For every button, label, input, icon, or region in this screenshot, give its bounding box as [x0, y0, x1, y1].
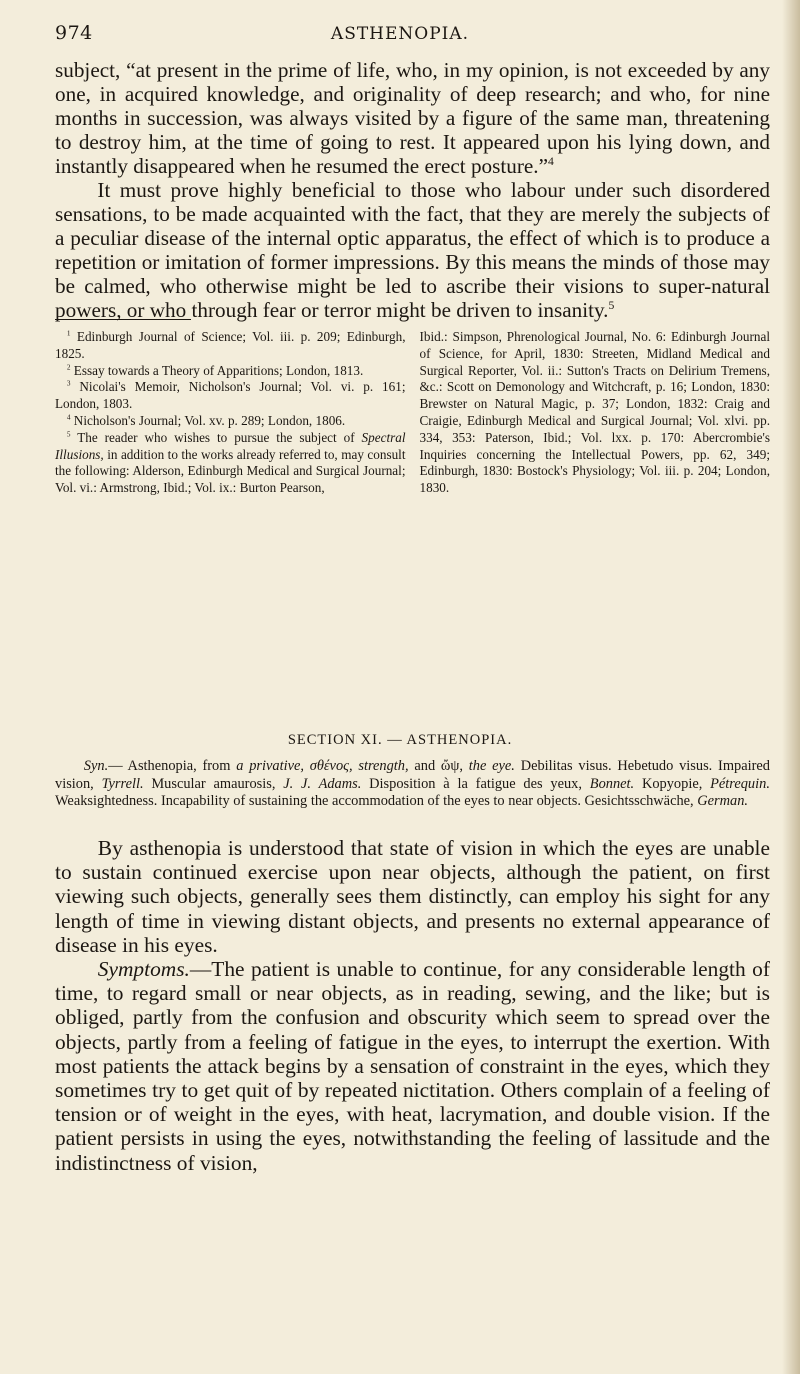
synonyms-label: Syn. — [83, 758, 109, 774]
footnote-ref-5: 5 — [608, 298, 615, 312]
symptoms-label: Symptoms. — [97, 957, 190, 982]
paragraph-quotation: subject, “at present in the prime of life, who, in my opinion, is not exceeded by any one, in acquired knowledge, and originality of deep research; and who, for nine months in succession, was always visited by a figure of the same man, threatening to destroy him, at the time of going to rest. It appeared upon his lying down, and instantly disappeared when he resumed the erect posture.”$^4$ — [55, 58, 770, 178]
continued-text — [55, 58, 770, 322]
running-title: ASTHENOPIA. — [330, 24, 470, 44]
page-number: 974 — [55, 22, 93, 44]
paragraph-definition: By asthenopia is understood that state of vision in which the eyes are unable to sustain continued exercise upon near objects, although the patient, on first viewing such objects, generally sees them distinctly, can employ his sight for any length of time in viewing distant objects, and presents no external appearance of disease in his eyes. — [55, 836, 770, 957]
footnote-2: $^2$ Essay towards a Theory of Apparitions; London, 1813. — [66, 362, 364, 378]
main-text — [55, 836, 770, 1175]
page-edge-shadow — [782, 0, 800, 1374]
footnote-column-left — [55, 329, 406, 497]
footnote-5: $^5$ The reader who wishes to pursue the subject of Spectral Illusions, in addition to the works already referred to, may consult the following: Alderson, Edinburgh Medical and Surgical Journal; Vol. vi.: Armstrong, Ibid.; Vol. ix.: Burton Pearson, — [55, 429, 406, 496]
footnote-1: $^1$ Edinburgh Journal of Science; Vol. iii. p. 209; Edinburgh, 1825. — [55, 329, 406, 361]
paragraph-insanity: It must prove highly beneficial to those who labour under such disordered sensations, to be made acquainted with the fact, that they are merely the subjects of a peculiar disease of the internal optic apparatus, the effect of which is to produce a repetition or imitation of former impressions. By this means the minds of those may be calmed, who otherwise might be led to ascribe their visions to super-natural powers, or who through fear or terror might be driven to insanity.$^5$ — [55, 178, 770, 322]
footnotes — [55, 329, 770, 497]
paragraph-symptoms: Symptoms.—The patient is unable to continue, for any considerable length of time, to regard small or near objects, as in reading, sewing, and the like; but is obliged, partly from the confusion and obscurity which seem to spread over the objects, partly from a feeling of fatigue in the eyes, to interrupt the exertion. With most patients the attack begins by a sensation of constraint in the eyes, which they sometimes try to get quit of by repeated nictitation. Others complain of a feeling of tension or of weight in the eyes, with heat, lacrymation, and double vision. If the patient persists in using the eyes, notwithstanding the feeling of lassitude and the indistinctness of vision, — [55, 957, 770, 1175]
synonyms-paragraph: Syn.— Asthenopia, from a privative, σθένος, strength, and ὤψ, the eye. Debilitas visus. Hebetudo visus. Impaired vision, Tyrrell. Muscular amaurosis, J. J. Adams. Disposition à la fatigue des yeux, Bonnet. Kopyopie, Pétrequin. Weaksightedness. Incapability of sustaining the accommodation of the eyes to near objects. Gesichtsschwäche, German. — [55, 758, 770, 810]
footnote-5-continued: Ibid.: Simpson, Phrenological Journal, No. 6: Edinburgh Journal of Science, for April, 1830: Streeten, Midland Medical and Surgical Reporter, Vol. ii.: Sutton's Tracts on Delirium Tremens, &c.: Scott on Demonology and Witchcraft, p. 16; London, 1830: Brewster on Natural Magic, p. 37; London, 1832: Craig and Craigie, Edinburgh Medical and Surgical Journal; Vol. xlvi. pp. 334, 353: Paterson, Ibid.; Vol. lxx. p. 170: Abercrombie's Inquiries concerning the Intellectual Powers, pp. 62, 349; Edinburgh, 1830: Bostock's Physiology; Vol. iii. p. 204; London, 1830. — [419, 329, 770, 496]
footnote-3: $^3$ Nicolai's Memoir, Nicholson's Journal; Vol. vi. p. 161; London, 1803. — [55, 379, 406, 412]
section-heading: SECTION XI. — ASTHENOPIA. — [287, 732, 513, 748]
footnote-4: $^4$ Nicholson's Journal; Vol. xv. p. 289; London, 1806. — [66, 412, 346, 428]
footnote-column-right — [420, 329, 771, 497]
footnote-rule — [55, 319, 191, 320]
footnote-ref-4: 4 — [548, 154, 554, 168]
